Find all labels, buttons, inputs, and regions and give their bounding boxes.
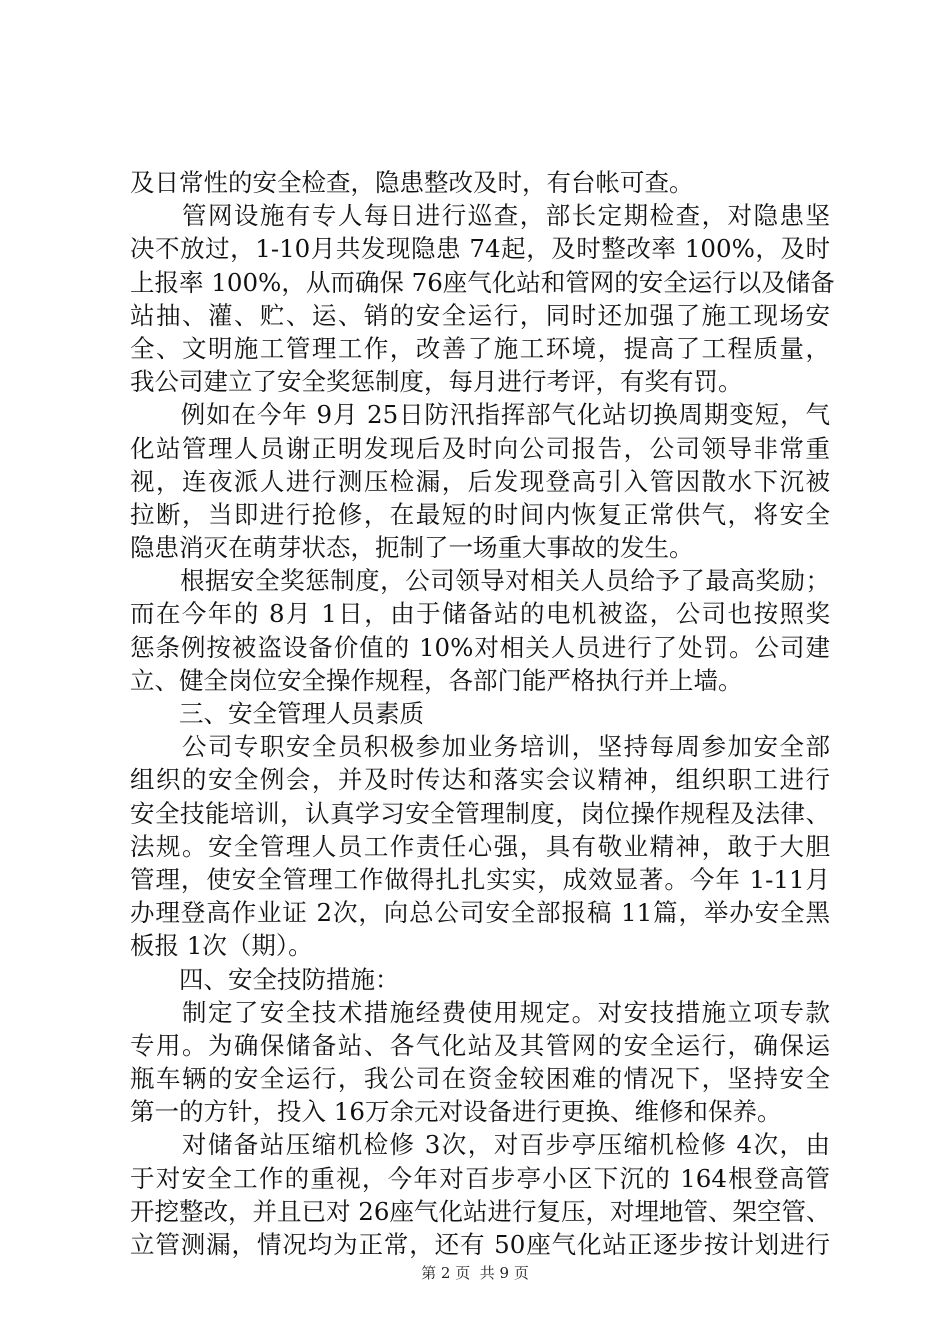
text-line: 惩条例按被盗设备价值的 10%对相关人员进行了处罚。公司建 xyxy=(130,632,830,662)
text-line: 法规。安全管理人员工作责任心强，具有敬业精神，敢于大胆 xyxy=(130,831,830,861)
page-footer: 第 2 页 共 9 页 xyxy=(421,1264,529,1282)
text-line: 安全技能培训，认真学习安全管理制度，岗位操作规程及法律、 xyxy=(130,798,830,828)
text-line: 办理登高作业证 2次，向总公司安全部报稿 11篇，举办安全黑 xyxy=(130,898,830,928)
text-line: 隐患消灭在萌芽状态，扼制了一场重大事故的发生。 xyxy=(130,533,694,563)
text-line: 开挖整改，并且已对 26座气化站进行复压，对埋地管、架空管、 xyxy=(130,1196,831,1226)
text-line: 专用。为确保储备站、各气化站及其管网的安全运行，确保运 xyxy=(130,1030,830,1060)
text-line: 瓶车辆的安全运行，我公司在资金较困难的情况下，坚持安全 xyxy=(130,1064,830,1094)
text-line: 决不放过，1-10月共发现隐患 74起，及时整改率 100%，及时 xyxy=(130,234,830,264)
text-line: 立、健全岗位安全操作规程，各部门能严格执行并上墙。 xyxy=(130,665,743,695)
text-line: 而在今年的 8月 1日，由于储备站的电机被盗，公司也按照奖 xyxy=(130,599,830,629)
text-line: 及日常性的安全检查，隐患整改及时，有台帐可查。 xyxy=(130,168,694,197)
text-line: 站抽、灌、贮、运、销的安全运行，同时还加强了施工现场安 xyxy=(130,300,830,330)
text-line: 板报 1次（期）。 xyxy=(130,931,313,961)
text-line: 组织的安全例会，并及时传达和落实会议精神，组织职工进行 xyxy=(130,765,830,795)
text-line: 于对安全工作的重视，今年对百步亭小区下沉的 164根登高管 xyxy=(130,1163,830,1193)
text-line: 制定了安全技术措施经费使用规定。对安技措施立项专款 xyxy=(130,997,830,1027)
text-line: 例如在今年 9月 25日防汛指挥部气化站切换周期变短，气 xyxy=(130,400,830,430)
text-line: 公司专职安全员积极参加业务培训，坚持每周参加安全部 xyxy=(130,732,830,762)
text-line: 管网设施有专人每日进行巡查，部长定期检查，对隐患坚 xyxy=(130,201,830,231)
body-text xyxy=(130,166,835,1261)
text-line: 四、安全技防措施： xyxy=(130,964,400,994)
text-line: 化站管理人员谢正明发现后及时向公司报告，公司领导非常重 xyxy=(130,433,830,463)
text-line: 立管测漏，情况均为正常，还有 50座气化站正逐步按计划进行 xyxy=(130,1230,830,1259)
text-line: 我公司建立了安全奖惩制度，每月进行考评，有奖有罚。 xyxy=(130,367,743,397)
text-line: 第一的方针，投入 16万余元对设备进行更换、维修和保养。 xyxy=(130,1097,782,1127)
text-line: 视，连夜派人进行测压检漏，后发现登高引入管因散水下沉被 xyxy=(130,466,830,496)
text-line: 上报率 100%，从而确保 76座气化站和管网的安全运行以及储备 xyxy=(130,267,835,297)
text-line: 对储备站压缩机检修 3次，对百步亭压缩机检修 4次，由 xyxy=(130,1130,830,1160)
text-line: 拉断，当即进行抢修，在最短的时间内恢复正常供气，将安全 xyxy=(130,499,830,529)
text-line: 全、文明施工管理工作，改善了施工环境，提高了工程质量， xyxy=(130,333,830,363)
text-line: 三、安全管理人员素质 xyxy=(130,699,424,728)
text-line: 管理，使安全管理工作做得扎扎实实，成效显著。今年 1-11月 xyxy=(130,864,830,894)
text-line: 根据安全奖惩制度，公司领导对相关人员给予了最高奖励； xyxy=(130,566,830,596)
